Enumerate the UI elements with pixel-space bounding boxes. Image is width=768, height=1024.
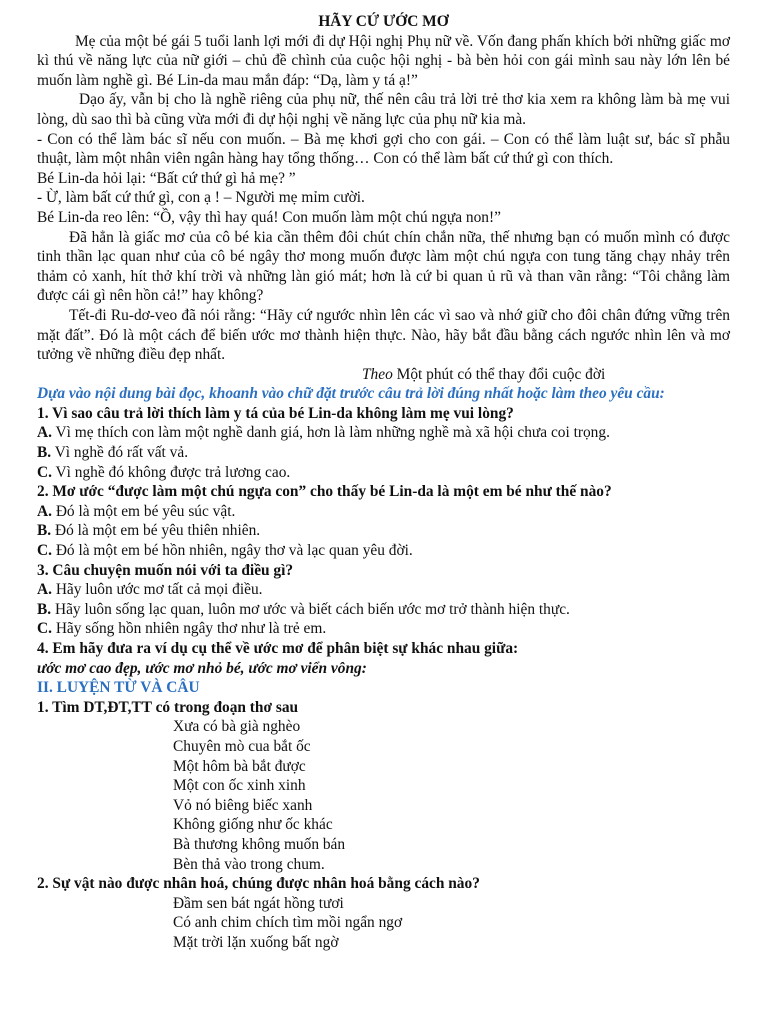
option-text: Vì nghề đó rất vất vả.: [51, 444, 189, 462]
story-source: [37, 365, 730, 385]
option-letter: B.: [37, 522, 52, 540]
story-paragraph: Tết-đi Ru-dơ-veo đã nói rằng: “Hãy cứ ngước nhìn lên các vì sao và nhớ giữ cho đôi chân đứng vững trên mặt đất”. Đó là một cách để biến ước mơ thành hiện thực. Nào, hãy bắt đầu bằng cách ngước nhìn lên và mơ tưởng về những điều đẹp nhất.: [37, 306, 730, 364]
option-letter: C.: [37, 542, 52, 560]
story-section: [37, 32, 730, 385]
option-text: Vì nghề đó không được trả lương cao.: [51, 463, 291, 481]
poem-line: Đầm sen bát ngát hồng tươi: [173, 894, 344, 912]
exercise-1-text: 1. Tìm DT,ĐT,TT có trong đoạn thơ sau: [37, 698, 299, 716]
page-title: HÃY CỨ ƯỚC MƠ: [318, 13, 449, 30]
story-paragraph: - Ừ, làm bất cứ thứ gì, con ạ ! – Người mẹ mỉm cười.: [37, 189, 365, 207]
story-paragraph: Bé Lin-da hỏi lại: “Bất cứ thứ gì hả mẹ? ”: [37, 169, 296, 187]
option-letter: B.: [37, 444, 52, 462]
question-text: 1. Vì sao câu trả lời thích làm y tá của bé Lin-da không làm mẹ vui lòng?: [37, 404, 514, 422]
question-3: [37, 561, 730, 639]
reading-instruction: Dựa vào nội dung bài đọc, khoanh vào chữ đặt trước câu trả lời đúng nhất hoặc làm theo yêu cầu:: [37, 385, 665, 403]
poem-line: Xưa có bà già nghèo: [173, 718, 301, 736]
answer-option[interactable]: [37, 502, 730, 522]
answer-option[interactable]: [37, 580, 730, 600]
poem-line: Bà thương không muốn bán: [173, 835, 346, 853]
option-text: Đó là một em bé hồn nhiên, ngây thơ và lạc quan yêu đời.: [51, 542, 413, 560]
poem-line: Không giống như ốc khác: [173, 816, 333, 834]
poem-line: Một con ốc xinh xinh: [173, 777, 306, 795]
answer-option[interactable]: [37, 600, 730, 620]
option-text: Đó là một em bé yêu súc vật.: [51, 502, 236, 520]
answer-option[interactable]: [37, 423, 730, 443]
poem-1: [37, 717, 730, 874]
question-subtext: ước mơ cao đẹp, ước mơ nhỏ bé, ước mơ viển vông:: [37, 659, 367, 677]
option-text: Đó là một em bé yêu thiên nhiên.: [51, 522, 261, 540]
option-letter: C.: [37, 463, 52, 481]
question-1: [37, 404, 730, 482]
question-2: [37, 482, 730, 560]
option-letter: B.: [37, 600, 52, 618]
story-paragraph: Dạo ấy, vẫn bị cho là nghề riêng của phụ nữ, thế nên câu trả lời trẻ thơ kia xem ra không làm bà mẹ vui lòng, dù sao thì bà cũng vừa mới đi dự hội nghị về năng lực của phụ nữ kia mà.: [37, 91, 730, 128]
question-text: 4. Em hãy đưa ra ví dụ cụ thể về ước mơ để phân biệt sự khác nhau giữa:: [37, 640, 519, 657]
option-letter: C.: [37, 620, 52, 638]
source-prefix: Theo: [362, 365, 393, 383]
option-letter: A.: [37, 581, 52, 599]
question-text: 3. Câu chuyện muốn nói với ta điều gì?: [37, 561, 294, 579]
story-paragraph: - Con có thể làm bác sĩ nếu con muốn. – Bà mẹ khơi gợi cho con gái. – Con có thể làm luật sư, bác sĩ phẫu thuật, làm một nhân viên ngân hàng hay tổng thống… Con có thể làm bất cứ thứ gì con thích.: [37, 130, 730, 168]
exercise-2-text: 2. Sự vật nào được nhân hoá, chúng được nhân hoá bằng cách nào?: [37, 875, 480, 893]
answer-option[interactable]: [37, 521, 730, 541]
section-heading: II. LUYỆN TỪ VÀ CÂU: [37, 679, 200, 697]
source-title: Một phút có thể thay đổi cuộc đời: [392, 365, 606, 383]
question-text: 2. Mơ ước “được làm một chú ngựa con” cho thấy bé Lin-da là một em bé như thế nào?: [37, 483, 612, 501]
poem-line: Có anh chim chích tìm mồi ngẩn ngơ: [173, 914, 403, 932]
answer-option[interactable]: [37, 463, 730, 483]
poem-line: Mặt trời lặn xuống bất ngờ: [173, 933, 339, 951]
poem-2: [37, 894, 730, 953]
story-paragraph: Mẹ của một bé gái 5 tuổi lanh lợi mới đi dự Hội nghị Phụ nữ về. Vốn đang phấn khích bởi những giấc mơ kì thú về năng lực của nữ giới – chủ đề chình của cuộc hội nghị - bà bèn hỏi con gái mình sau này lớn lên bé muốn làm nghề gì. Bé Lin-da mau mắn đáp: “Dạ, làm y tá ạ!”: [37, 32, 730, 89]
option-text: Vì mẹ thích con làm một nghề danh giá, hơn là làm những nghề mà xã hội chưa coi trọng.: [51, 424, 610, 442]
poem-line: Một hôm bà bắt được: [173, 757, 306, 775]
question-4: [37, 639, 730, 678]
option-text: Hãy sống hồn nhiên ngây thơ như là trẻ em.: [51, 620, 327, 638]
option-text: Hãy luôn ước mơ tất cả mọi điều.: [51, 581, 263, 599]
option-letter: A.: [37, 424, 52, 442]
answer-option[interactable]: [37, 541, 730, 561]
answer-option[interactable]: [37, 443, 730, 463]
answer-option[interactable]: [37, 619, 730, 639]
story-paragraph: Đã hẳn là giấc mơ của cô bé kia cần thêm đôi chút chín chắn nữa, thế nhưng bạn có muốn mình có được tinh thần lạc quan như của cô bé ngây thơ mong muốn được làm một chú ngựa con tung tăng chạy nhảy trên thảm cỏ xanh, hít thở khí trời và những làn gió mát; hơn là cứ bi quan ủ rũ và than vãn rằng: “Tôi chẳng làm được cái gì nên hồn cả!” hay không?: [37, 228, 730, 305]
option-text: Hãy luôn sống lạc quan, luôn mơ ước và biết cách biến ước mơ trở thành hiện thực.: [51, 600, 570, 618]
story-paragraph: Bé Lin-da reo lên: “Ồ, vậy thì hay quá! Con muốn làm một chú ngựa non!”: [37, 208, 501, 226]
poem-line: Vỏ nó biêng biếc xanh: [173, 796, 313, 814]
poem-line: Bèn thả vào trong chum.: [173, 855, 325, 873]
poem-line: Chuyên mò cua bắt ốc: [173, 737, 311, 755]
option-letter: A.: [37, 502, 52, 520]
